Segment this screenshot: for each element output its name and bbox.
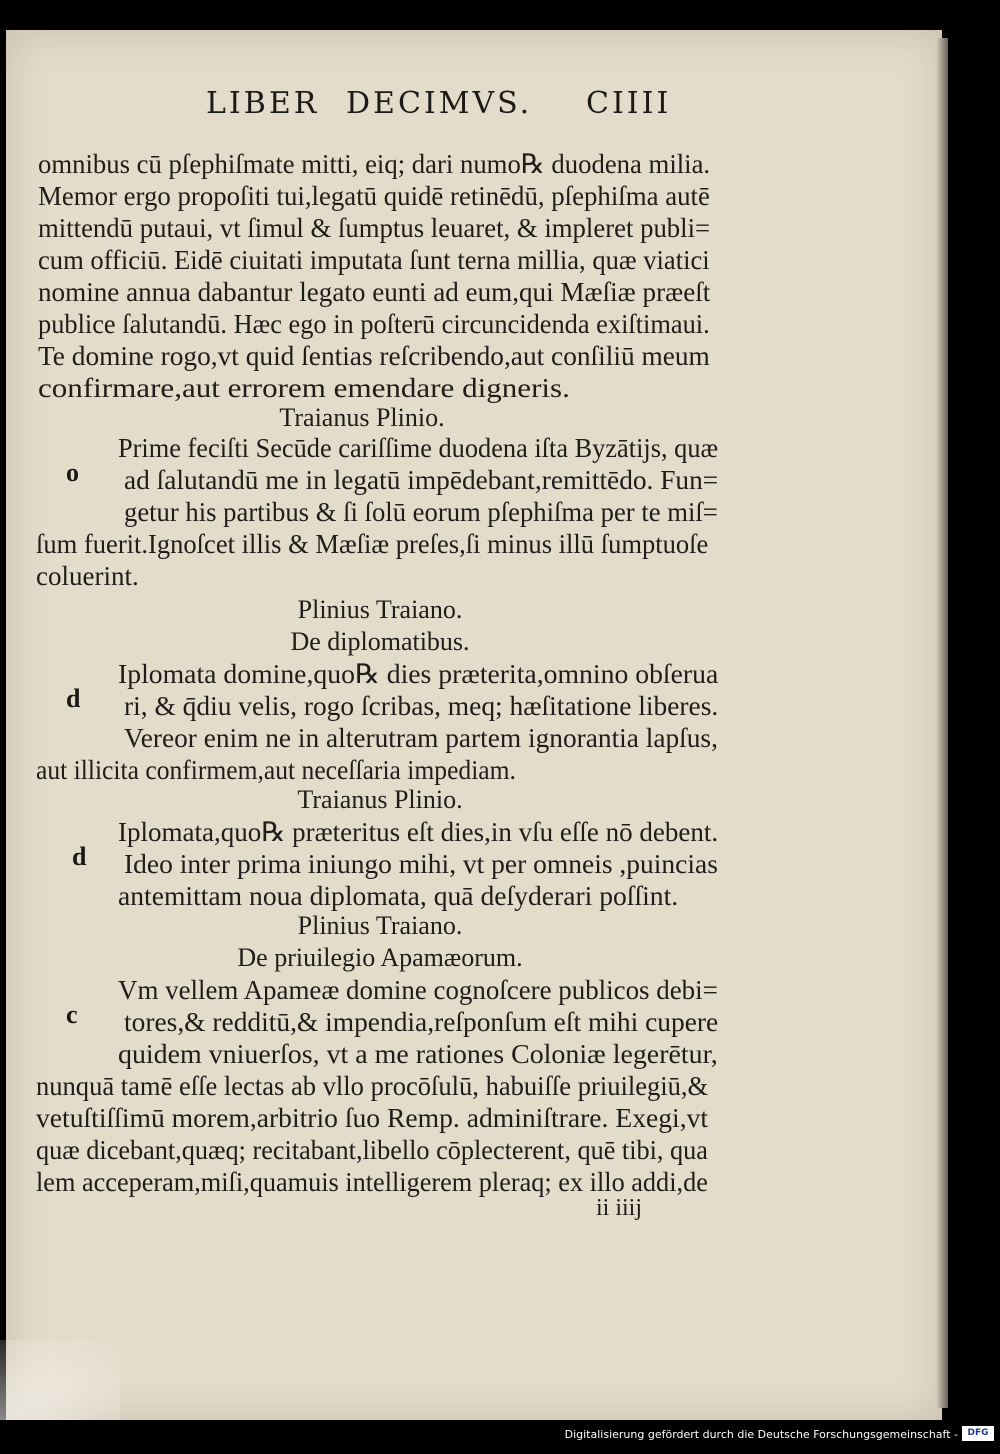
text-line: Vm vellem Apameæ domine cognoſcere publicos debi= — [118, 975, 718, 1005]
text-line: aut illicita confirmem,aut neceſſaria impediam. — [36, 755, 516, 785]
text-line: Memor ergo propoſiti tui,legatū quidē retinēdū, pſephiſma autē — [38, 181, 710, 211]
text-line: cum officiū. Eidē ciuitati imputata ſunt terna millia, quæ viatici — [38, 245, 710, 275]
footer-credit: Digitalisierung gefördert durch die Deutsche Forschungsgemeinschaft - — [564, 1428, 958, 1441]
text-line: ad ſalutandū me in legatū impēdebant,remittēdo. Fun= — [124, 465, 719, 495]
signature-mark: ii iiij — [596, 1195, 643, 1221]
section-heading: Traianus Plinio. — [297, 785, 463, 814]
text-line: ri, & q̄diu velis, rogo ſcribas, meq; hæſitatione liberes. — [124, 691, 719, 721]
text-line: Prime feciſti Secūde cariſſime duodena iſta Byzātijs, quæ — [118, 433, 719, 463]
text-line: antemittam noua diplomata, quā deſyderari poſſint. — [118, 881, 679, 911]
text-line: Te domine rogo,vt quid ſentias reſcribendo,aut conſiliū meum — [38, 341, 710, 371]
section-heading: Plinius Traiano. — [297, 911, 463, 940]
text-line: Vereor enim ne in alterutram partem ignorantia lapſus, — [124, 723, 718, 753]
text-line: Iplomata domine,quo℞ dies præterita,omnino obſerua — [118, 659, 719, 689]
header-liber: LIBER — [206, 86, 320, 121]
section-heading: De priuilegio Apamæorum. — [237, 943, 523, 972]
text-line: publice ſalutandū. Hæc ego in poſterū circuncidenda exiſtimaui. — [38, 309, 710, 339]
section-heading: Traianus Plinio. — [279, 403, 445, 432]
text-line: coluerint. — [36, 561, 139, 591]
dfg-logo-icon: DFG — [962, 1426, 994, 1441]
running-header — [0, 86, 1000, 126]
text-line: vetuſtiſſimū morem,arbitrio ſuo Remp. adminiſtrare. Exegi,vt — [36, 1103, 709, 1133]
text-line: tores,& redditū,& impendia,reſponſum eſt mihi cupere — [124, 1007, 719, 1037]
paper-stain — [0, 1340, 120, 1422]
text-line: lem acceperam,miſi,quamuis intelligerem pleraq; ex illo addi,de — [36, 1167, 708, 1197]
footer-bar — [0, 1420, 1000, 1454]
marginal-initial: d — [66, 684, 81, 713]
section-heading: Plinius Traiano. — [297, 595, 463, 624]
text-line: quidem vniuerſos, vt a me rationes Coloniæ legerētur, — [118, 1039, 718, 1069]
folio-number: CIIII — [586, 86, 672, 121]
text-line: nunquā tamē eſſe lectas ab vllo procōſulū, habuiſſe priuilegiū,& — [36, 1071, 709, 1101]
text-line: omnibus cū pſephiſmate mitti, eiq; dari numo℞ duodena milia. — [38, 149, 711, 179]
header-title: DECIMVS. — [346, 86, 533, 121]
section-heading: De diplomatibus. — [290, 627, 470, 656]
page-edge — [936, 38, 948, 1408]
marginal-initial: o — [66, 458, 79, 487]
text-line: Iplomata,quo℞ præteritus eſt dies,in vſu eſſe nō debent. — [118, 817, 719, 847]
text-line: nomine annua dabantur legato eunti ad eum,qui Mæſiæ præeſt — [38, 277, 711, 307]
text-line: mittendū putaui, vt ſimul & ſumptus leuaret, & impleret publi= — [38, 213, 711, 243]
marginal-initial: d — [72, 842, 87, 871]
text-line: ſum fuerit.Ignoſcet illis & Mæſiæ preſes,ſi minus illū ſumptuoſe — [36, 529, 709, 559]
text-line: confirmare,aut errorem emendare digneris. — [38, 373, 570, 403]
text-line: quæ dicebant,quæq; recitabant,libello cōplecterent, quē tibi, qua — [36, 1135, 708, 1165]
text-line: getur his partibus & ſi ſolū eorum pſephiſma per te miſ= — [124, 497, 718, 527]
marginal-initial: c — [66, 1000, 78, 1029]
text-line: Ideo inter prima iniungo mihi, vt per omneis ,puincias — [124, 849, 718, 879]
